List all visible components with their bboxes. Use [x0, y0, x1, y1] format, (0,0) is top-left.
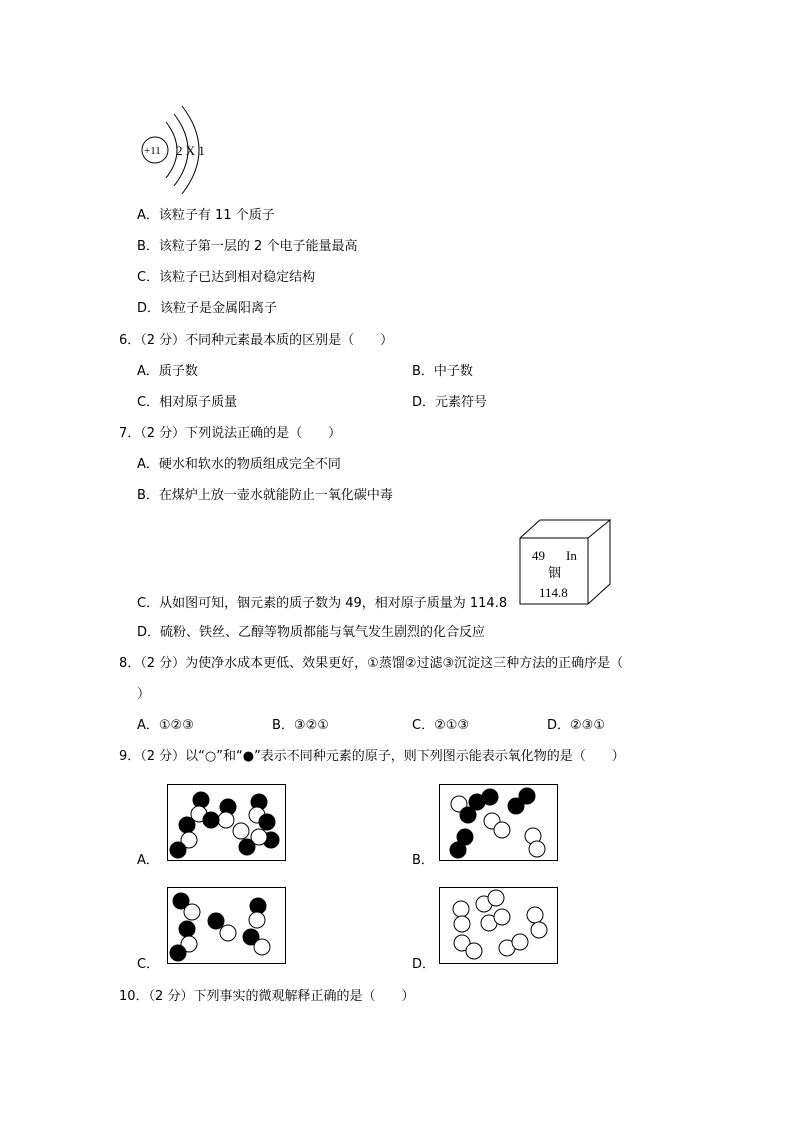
q6-option-b: B．中子数 — [412, 364, 473, 379]
q9-stem: 9．（2 分）以“○”和“●”表示不同种元素的原子，则下列图示能表示氧化物的是（ ） — [119, 749, 625, 764]
card-side-face — [588, 520, 610, 604]
q6-option-d: D．元素符号 — [412, 395, 488, 410]
q8-option-a: A．①②③ — [137, 718, 194, 733]
q8-option-d: D．②③① — [547, 718, 605, 733]
card-top-face — [520, 520, 610, 538]
shell-electrons: 2 X 1 — [176, 143, 205, 158]
q7-stem: 7．（2 分）下列说法正确的是（ ） — [119, 426, 342, 441]
element-name: 铟 — [548, 566, 562, 581]
q5-option-c: C．该粒子已达到相对稳定结构 — [137, 270, 316, 285]
nucleus-charge: +11 — [144, 145, 161, 157]
q7-option-d: D．硫粉、铁丝、乙醇等物质都能与氧气发生剧烈的化合反应 — [137, 625, 486, 640]
q8-option-b: B．③②① — [272, 718, 329, 733]
q9-diagram-b — [439, 784, 559, 862]
element-symbol: In — [566, 548, 577, 563]
q5-option-a: A．该粒子有 11 个质子 — [137, 208, 275, 223]
q10-stem: 10．（2 分）下列事实的微观解释正确的是（ ） — [119, 989, 415, 1004]
q9-label-b: B． — [412, 853, 434, 868]
q7-option-b: B．在煤炉上放一壶水就能防止一氧化碳中毒 — [137, 488, 393, 503]
q9-label-c: C． — [137, 957, 160, 972]
q6-option-a: A．质子数 — [137, 364, 198, 379]
q9-diagram-a — [167, 784, 287, 862]
q5-option-b: B．该粒子第一层的 2 个电子能量最高 — [137, 239, 358, 254]
q7-option-a: A．硬水和软水的物质组成完全不同 — [137, 457, 341, 472]
q8-stem-line1: 8．（2 分）为使净水成本更低、效果更好，①蒸馏②过滤③沉淀这三种方法的正确序是（ — [119, 656, 624, 671]
q5-option-d: D．该粒子是金属阳离子 — [137, 301, 278, 316]
element-atomic-number: 49 — [532, 548, 545, 563]
q6-stem: 6．（2 分）不同种元素最本质的区别是（ ） — [119, 333, 394, 348]
q8-stem-line2: ） — [137, 687, 151, 702]
q7-option-c: C．从如图可知，铟元素的质子数为 49，相对原子质量为 114.8 — [137, 596, 508, 611]
q9-diagram-d — [439, 887, 559, 965]
q9-label-d: D． — [412, 957, 436, 972]
q9-diagram-c — [167, 887, 287, 965]
q9-label-a: A． — [137, 853, 159, 868]
q6-option-c: C．相对原子质量 — [137, 395, 238, 410]
q8-option-c: C．②①③ — [412, 718, 470, 733]
element-atomic-mass: 114.8 — [539, 585, 568, 600]
